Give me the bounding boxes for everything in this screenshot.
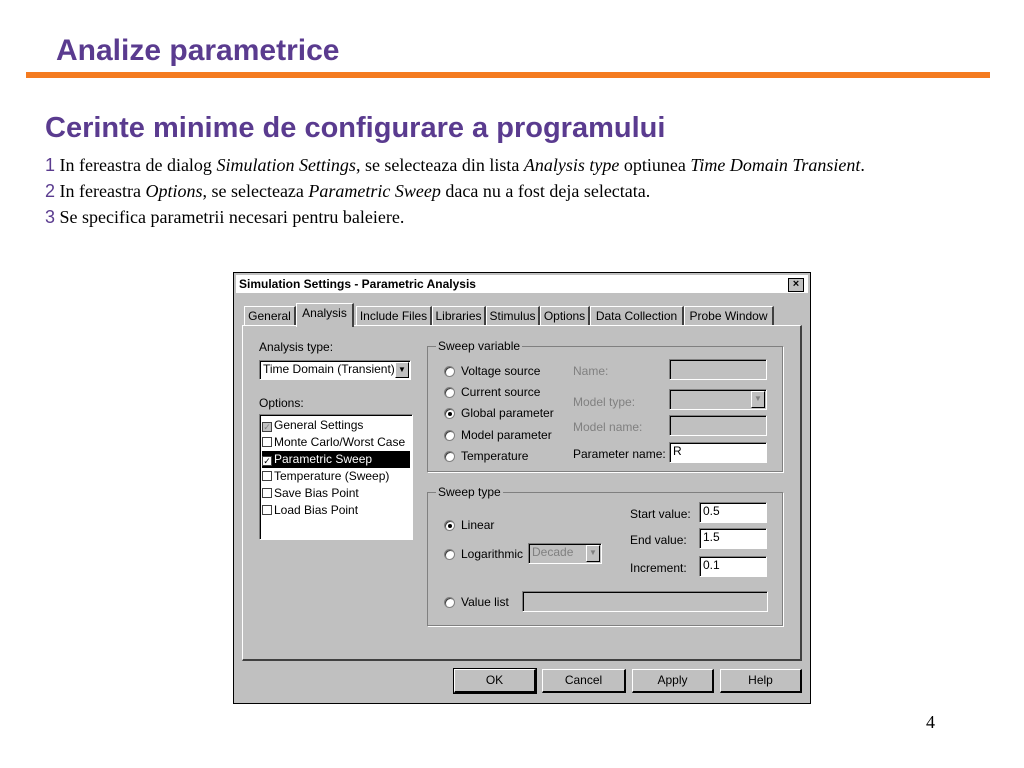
step-text: In fereastra	[59, 181, 146, 201]
list-item[interactable]	[262, 434, 410, 451]
chevron-down-icon: ▼	[751, 391, 765, 408]
analysis-type-select[interactable]	[259, 360, 411, 380]
title-underline	[26, 72, 990, 78]
list-item-label: Parametric Sweep	[274, 452, 373, 466]
group-label: Sweep type	[438, 485, 501, 499]
group-label: Sweep variable	[438, 339, 521, 353]
options-label: Options:	[259, 396, 304, 410]
step-text: In fereastra de dialog	[59, 155, 217, 175]
name-label: Name:	[573, 364, 609, 378]
step-number: 2	[45, 181, 56, 201]
parameter-name-label: Parameter name:	[573, 447, 666, 461]
step-emphasis: Simulation Settings	[216, 155, 356, 175]
end-value-field[interactable]	[699, 528, 767, 549]
step-emphasis: Time Domain Transient	[690, 155, 861, 175]
page-number: 4	[926, 712, 935, 732]
steps-text	[45, 152, 945, 230]
parameter-name-field[interactable]	[669, 442, 767, 463]
radio-label: Current source	[461, 385, 541, 399]
tab-data-collection[interactable]: Data Collection	[590, 306, 684, 325]
step-2	[45, 178, 945, 204]
list-item-label: Monte Carlo/Worst Case	[274, 435, 406, 449]
model-name-label: Model name:	[573, 420, 643, 434]
end-value-label: End value:	[630, 533, 687, 547]
chevron-down-icon[interactable]: ▼	[395, 362, 409, 378]
radio-value-list[interactable]	[444, 597, 455, 608]
step-3	[45, 204, 945, 230]
model-type-label: Model type:	[573, 395, 636, 409]
model-name-field	[669, 415, 767, 436]
analysis-panel	[242, 325, 802, 661]
radio-label: Logarithmic	[461, 547, 524, 561]
radio-label: Model parameter	[461, 428, 552, 442]
parameter-name-value: R	[673, 444, 682, 458]
start-value-field[interactable]	[699, 502, 767, 523]
slide-subtitle: Cerinte minime de configurare a programului	[45, 112, 666, 144]
checkbox-icon	[262, 488, 272, 498]
checkbox-icon	[262, 471, 272, 481]
step-text: .	[860, 155, 865, 175]
tab-general[interactable]: General	[244, 306, 296, 325]
chevron-down-icon: ▼	[586, 545, 600, 562]
checkbox-icon	[262, 437, 272, 447]
dialog-title	[236, 275, 808, 293]
radio-temperature[interactable]	[444, 451, 455, 462]
step-emphasis: Parametric Sweep	[308, 181, 441, 201]
step-text: , se selecteaza	[202, 181, 309, 201]
step-text: optiunea	[619, 155, 691, 175]
list-item[interactable]	[262, 417, 410, 434]
tab-libraries[interactable]: Libraries	[432, 306, 486, 325]
slide-title: Analize parametrice	[56, 34, 340, 67]
start-value: 0.5	[703, 504, 720, 518]
increment-label: Increment:	[630, 561, 687, 575]
analysis-type-label: Analysis type:	[259, 340, 334, 354]
tab-analysis[interactable]: Analysis	[296, 303, 354, 327]
radio-current-source[interactable]	[444, 387, 455, 398]
end-value: 1.5	[703, 530, 720, 544]
step-text: , se selecteaza din lista	[355, 155, 524, 175]
tab-stimulus[interactable]: Stimulus	[486, 306, 540, 325]
list-item[interactable]	[262, 485, 410, 502]
radio-linear[interactable]	[444, 520, 455, 531]
model-type-select	[669, 389, 767, 410]
checkbox-icon: ✓	[263, 456, 271, 466]
start-value-label: Start value:	[630, 507, 691, 521]
sweep-variable-group	[427, 339, 783, 472]
tab-probe-window[interactable]: Probe Window	[684, 306, 774, 325]
simulation-settings-dialog	[233, 272, 811, 704]
apply-button[interactable]: Apply	[632, 669, 714, 693]
radio-logarithmic[interactable]	[444, 549, 455, 560]
increment-field[interactable]	[699, 556, 767, 577]
name-field	[669, 359, 767, 380]
cancel-button[interactable]: Cancel	[542, 669, 626, 693]
radio-label: Temperature	[461, 449, 529, 463]
list-item-label: Save Bias Point	[274, 486, 359, 500]
step-1	[45, 152, 945, 178]
analysis-type-value: Time Domain (Transient)	[263, 362, 395, 376]
list-item-label: Load Bias Point	[274, 503, 359, 517]
step-number: 1	[45, 155, 56, 175]
options-list[interactable]	[259, 414, 413, 540]
checkbox-icon	[262, 505, 272, 515]
close-icon[interactable]: ×	[788, 278, 804, 292]
list-item-label: General Settings	[274, 418, 364, 432]
increment-value: 0.1	[703, 558, 720, 572]
radio-global-parameter[interactable]	[444, 408, 455, 419]
list-item-label: Temperature (Sweep)	[274, 469, 390, 483]
step-emphasis: Analysis type	[523, 155, 620, 175]
step-number: 3	[45, 207, 56, 227]
ok-button[interactable]: OK	[454, 669, 536, 693]
list-item[interactable]	[262, 468, 410, 485]
radio-model-parameter[interactable]	[444, 430, 455, 441]
log-scale-select	[528, 543, 602, 564]
radio-label: Voltage source	[461, 364, 541, 378]
checkbox-icon: ✓	[263, 422, 271, 432]
step-emphasis: Options	[145, 181, 203, 201]
step-text: daca nu a fost deja selectata.	[440, 181, 651, 201]
radio-label: Value list	[461, 595, 509, 609]
log-scale-value: Decade	[532, 545, 574, 559]
radio-voltage-source[interactable]	[444, 366, 455, 377]
sweep-type-group	[427, 485, 783, 626]
step-text: Se specifica parametrii necesari pentru baleiere.	[59, 207, 405, 227]
dialog-title-text: Simulation Settings - Parametric Analysis	[239, 277, 476, 291]
help-button[interactable]: Help	[720, 669, 802, 693]
tab-options[interactable]: Options	[540, 306, 590, 325]
list-item[interactable]	[262, 451, 410, 468]
radio-label: Linear	[461, 518, 495, 532]
tab-include-files[interactable]: Include Files	[356, 306, 432, 325]
list-item[interactable]	[262, 502, 410, 519]
radio-label: Global parameter	[461, 406, 554, 420]
value-list-field	[522, 591, 768, 612]
